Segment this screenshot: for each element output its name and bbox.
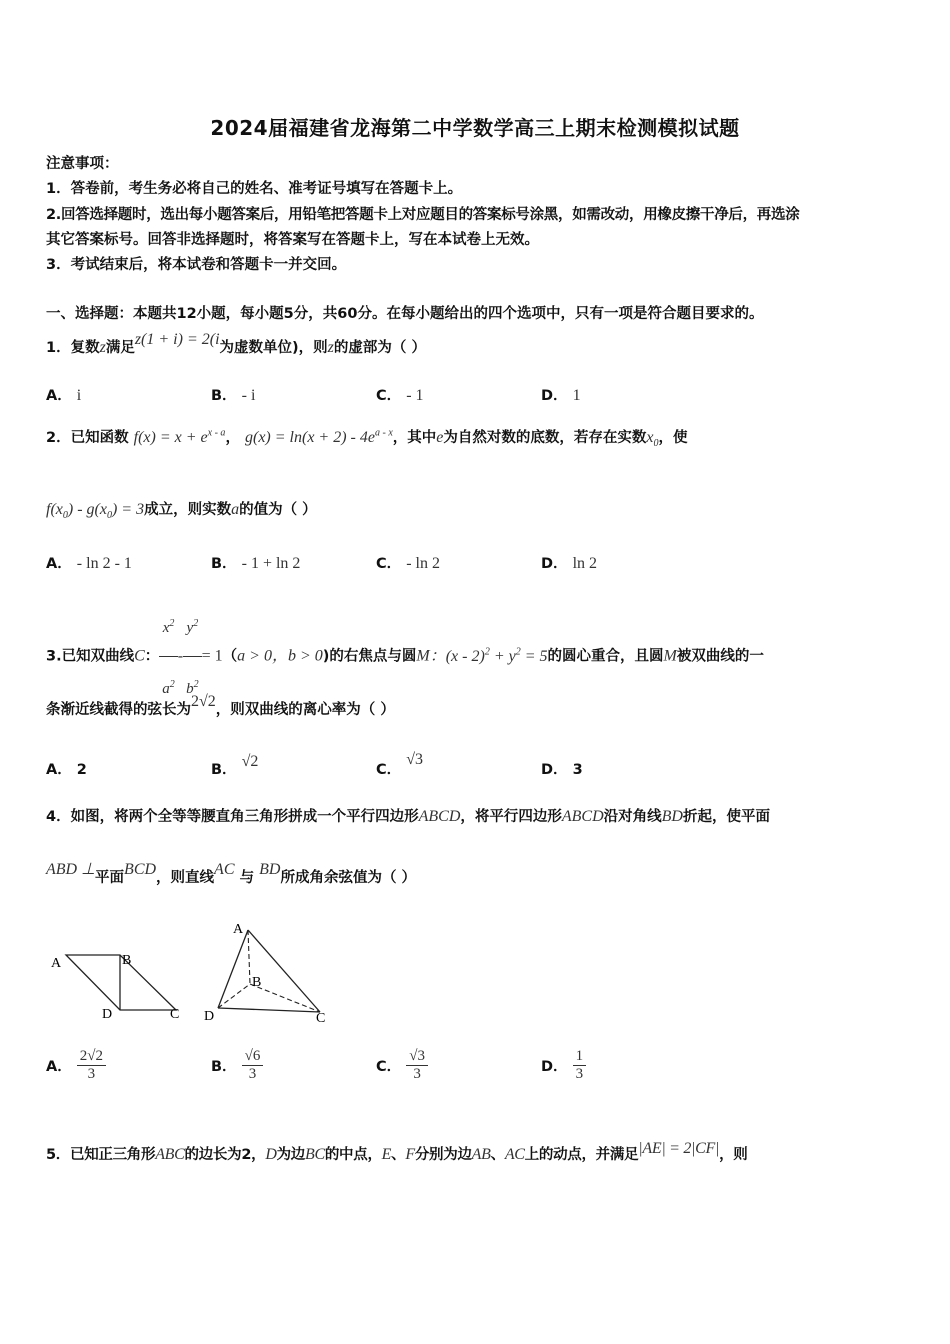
q1-option-a[interactable] xyxy=(46,384,81,405)
q4-AC: AC xyxy=(214,861,235,878)
q3-y: y xyxy=(186,620,194,636)
q4-BCD: BCD xyxy=(124,861,157,878)
q2-cond-c: ) = 3 xyxy=(111,501,145,518)
q4-ABD: ABD ⊥ xyxy=(46,861,96,878)
q3-text-b: )的右焦点与圆 xyxy=(322,648,417,665)
q2-f-exp: x - a xyxy=(207,427,226,439)
notice-item-1: 1．答卷前，考生务必将自己的姓名、准考证号填写在答题卡上。 xyxy=(46,181,463,197)
q2-condition xyxy=(46,501,145,522)
question-2-line2 xyxy=(46,498,317,521)
fig2-label-c: C xyxy=(316,1011,326,1026)
q2-x0-var: x xyxy=(646,429,654,446)
option-value: - i xyxy=(241,387,256,404)
q3-line2-b: ，则双曲线的离心率为（ ） xyxy=(215,702,395,718)
notice-item-2-cont: 其它答案标号。回答非选择题时，将答案写在答题卡上，写在本试卷上无效。 xyxy=(46,232,539,248)
q4-text-e: 平面 xyxy=(95,870,125,886)
fig2-label-a: A xyxy=(233,922,244,937)
q2-g-exp: a - x xyxy=(374,427,393,439)
fraction-den: 3 xyxy=(87,1066,96,1082)
q2-option-c[interactable] xyxy=(376,552,440,573)
q3-C: C xyxy=(134,647,145,665)
option-fraction xyxy=(573,1048,587,1083)
fraction-num: √3 xyxy=(406,1048,428,1066)
q2-cond-b: ) - g(x xyxy=(67,501,107,518)
parallelogram-figure xyxy=(44,940,189,1025)
q4-text-b: ，将平行四边形 xyxy=(460,809,562,825)
q3-b: b xyxy=(186,681,194,697)
option-label: C． xyxy=(376,388,402,404)
tetrahedron-figure xyxy=(200,916,335,1028)
q5-text-f: 上的动点，并满足 xyxy=(524,1147,639,1163)
q3-text-a: 3.已知双曲线 xyxy=(46,648,135,665)
option-fraction xyxy=(406,1048,428,1083)
q3-circle: ：$(x - 2)^2 + y^2 = 5$ xyxy=(429,646,548,665)
q1-text-b: 满足 xyxy=(105,340,135,356)
fraction-num: √6 xyxy=(242,1048,264,1066)
option-label: B． xyxy=(211,388,237,404)
q3-chord: 2√2 xyxy=(191,693,216,710)
option-label: D． xyxy=(541,1059,568,1075)
q1-equation: z(1 + i) = 2(i xyxy=(134,331,220,348)
q1-option-c[interactable] xyxy=(376,384,424,405)
q3-paren: （ xyxy=(222,648,238,665)
fig2-label-d: D xyxy=(204,1009,215,1024)
q5-sep2: 、 xyxy=(490,1147,505,1163)
q3-M2: M xyxy=(663,647,677,665)
q3-frac-y-den: $b^2$ xyxy=(186,679,199,697)
option-label: A． xyxy=(46,762,72,778)
q2-cond-sub2: 0 xyxy=(106,510,112,522)
option-label: A． xyxy=(46,388,72,404)
fraction-den: 3 xyxy=(575,1066,584,1082)
q2-g-def xyxy=(245,429,393,446)
q5-text-g: ，则 xyxy=(719,1147,748,1163)
q5-BC: BC xyxy=(305,1146,325,1163)
option-label: B． xyxy=(211,556,237,572)
q5-text-e: 分别为边 xyxy=(414,1147,472,1163)
q5-text-c: 为边 xyxy=(276,1147,305,1163)
q3-text-d: 被双曲线的一 xyxy=(676,648,764,665)
q4-text-d: 折起，使平面 xyxy=(682,809,770,825)
fig1-label-a: A xyxy=(51,956,62,971)
q5-text-d: 的中点， xyxy=(324,1147,382,1163)
q3-cond: a > 0，b > 0 xyxy=(237,647,323,665)
option-label: D． xyxy=(541,556,568,572)
option-label: A． xyxy=(46,1059,72,1075)
q2-option-a[interactable] xyxy=(46,552,132,573)
option-value: 2 xyxy=(76,762,87,778)
q4-option-b[interactable] xyxy=(211,1048,263,1083)
q1-option-b[interactable] xyxy=(211,384,255,405)
q3-colon: ： xyxy=(144,648,160,665)
q2-text-a: 2．已知函数 xyxy=(46,430,129,446)
q3-circle-a: ：(x - 2) xyxy=(429,647,485,665)
q3-minus: - xyxy=(177,647,184,665)
q4-option-a[interactable] xyxy=(46,1048,106,1083)
q2-text-c: 为自然对数的底数，若存在实数 xyxy=(443,430,647,446)
option-label: D． xyxy=(541,762,568,778)
option-label: D． xyxy=(541,388,568,404)
option-label: C． xyxy=(376,556,402,572)
q5-condition: |AE| = 2|CF| xyxy=(638,1140,720,1157)
q4-text-h: 所成角余弦值为（ ） xyxy=(280,870,417,886)
q2-a-var: a xyxy=(231,501,240,518)
fraction-num: 2√2 xyxy=(77,1048,106,1066)
q2-e: e xyxy=(436,429,444,446)
option-value: √2 xyxy=(241,753,259,770)
q3-option-b[interactable] xyxy=(211,753,259,779)
fraction-den: 3 xyxy=(413,1066,421,1082)
q3-x: x xyxy=(162,620,170,636)
q1-text-c: 为虚数单位)，则 xyxy=(219,340,328,356)
q2-x0-sub: 0 xyxy=(653,438,659,450)
q2-text-d: ，使 xyxy=(658,430,688,446)
notice-item-2: 2.回答选择题时，选出每小题答案后，用铅笔把答题卡上对应题目的答案标号涂黑，如需改动，用橡皮擦干净后，再选涂 xyxy=(46,207,800,223)
q3-line2-a: 条渐近线截得的弦长为 xyxy=(46,702,191,718)
question-5 xyxy=(46,1140,748,1164)
q2-x0 xyxy=(646,429,659,450)
q3-frac-x-num: $x^2$ xyxy=(159,596,178,657)
question-4-line2 xyxy=(46,861,417,887)
option-value: ln 2 xyxy=(572,555,598,572)
q1-text-a: 1．复数 xyxy=(46,340,100,356)
q2-f: f(x) = x + e xyxy=(133,429,208,446)
q3-circle-b: + y xyxy=(489,647,516,665)
question-1 xyxy=(46,331,426,357)
option-label: A． xyxy=(46,556,72,572)
option-value: - ln 2 xyxy=(406,555,440,572)
q3-eq: = 1 xyxy=(201,647,223,665)
q2-text-f: 的值为（ ） xyxy=(239,502,317,518)
q3-a: a xyxy=(162,681,170,697)
q4-text-c: 沿对角线 xyxy=(603,809,662,825)
option-value: - ln 2 - 1 xyxy=(76,555,132,572)
notice-item-3: 3．考试结束后，将本试卷和答题卡一并交回。 xyxy=(46,257,347,273)
q3-M: M xyxy=(416,647,430,665)
q5-AC: AC xyxy=(504,1146,525,1163)
q2-g: g(x) = ln(x + 2) - 4e xyxy=(245,429,375,446)
fraction-den: 3 xyxy=(248,1066,257,1082)
q2-option-d[interactable] xyxy=(541,552,597,573)
q1-z2: z xyxy=(327,339,334,356)
q3-text-c: 的圆心重合，且圆 xyxy=(547,648,664,665)
q5-D: D xyxy=(265,1146,277,1163)
q1-text-d: 的虚部为（ ） xyxy=(333,340,426,356)
q2-text-b: ，其中 xyxy=(392,430,437,446)
q2-option-b[interactable] xyxy=(211,552,300,573)
question-3-line2 xyxy=(46,693,395,719)
question-2 xyxy=(46,426,687,449)
notice-heading: 注意事项： xyxy=(46,156,119,172)
q5-sep: 、 xyxy=(391,1147,406,1163)
q4-option-c[interactable] xyxy=(376,1048,428,1083)
q4-text-a: 4．如图，将两个全等等腰直角三角形拼成一个平行四边形 xyxy=(46,809,419,825)
option-value: √3 xyxy=(406,751,423,768)
q2-cond-a: f(x xyxy=(46,501,63,518)
option-value: i xyxy=(76,387,82,404)
q4-ABCD: ABCD xyxy=(418,808,461,825)
fig1-label-c: C xyxy=(170,1007,180,1022)
q3-option-c[interactable] xyxy=(376,751,423,779)
question-4 xyxy=(46,805,770,826)
q5-text-a: 5．已知正三角形 xyxy=(46,1147,156,1163)
q3-option-d[interactable] xyxy=(541,758,583,779)
q4-BD: BD xyxy=(661,808,683,825)
q1-z: z xyxy=(99,339,106,356)
q5-E: E xyxy=(381,1146,392,1163)
q4-text-g: 与 xyxy=(239,870,255,886)
option-label: B． xyxy=(211,762,237,778)
option-value: 1 xyxy=(572,387,581,404)
fraction-num: 1 xyxy=(573,1048,587,1066)
option-value: 3 xyxy=(572,762,583,778)
fig1-label-b: B xyxy=(122,953,132,968)
q2-comma: ， xyxy=(225,430,240,446)
q4-BD2: BD xyxy=(259,861,281,878)
option-label: C． xyxy=(376,1059,402,1075)
option-fraction xyxy=(77,1048,106,1083)
q2-text-e: 成立，则实数 xyxy=(144,502,232,518)
q5-ABC: ABC xyxy=(155,1146,185,1163)
option-label: B． xyxy=(211,1059,237,1075)
page-title: 2024届福建省龙海第二中学数学高三上期末检测模拟试题 xyxy=(210,116,740,140)
option-value: - 1 + ln 2 xyxy=(241,555,301,572)
section-heading: 一、选择题：本题共12小题，每小题5分，共60分。在每小题给出的四个选项中，只有一项是符合题目要求的。 xyxy=(46,306,764,322)
q4-option-d[interactable] xyxy=(541,1048,586,1083)
q3-circle-c: = 5 xyxy=(520,647,548,665)
fig1-label-d: D xyxy=(102,1007,113,1022)
q2-cond-sub: 0 xyxy=(62,510,68,522)
option-value: - 1 xyxy=(406,387,424,404)
q5-text-b: 的边长为2， xyxy=(184,1147,266,1163)
option-fraction xyxy=(242,1048,264,1083)
q3-option-a[interactable] xyxy=(46,758,87,779)
q4-ABCD2: ABCD xyxy=(561,808,604,825)
q2-f-def xyxy=(134,429,226,446)
q3-frac-x-den: $a^2$ xyxy=(162,679,175,697)
q5-AB: AB xyxy=(471,1146,491,1163)
q1-option-d[interactable] xyxy=(541,384,581,405)
fig2-label-b: B xyxy=(252,975,262,990)
q5-F: F xyxy=(405,1146,415,1163)
q3-frac-y-num: $y^2$ xyxy=(183,596,202,657)
option-label: C． xyxy=(376,762,402,778)
q4-text-f: ，则直线 xyxy=(156,870,215,886)
